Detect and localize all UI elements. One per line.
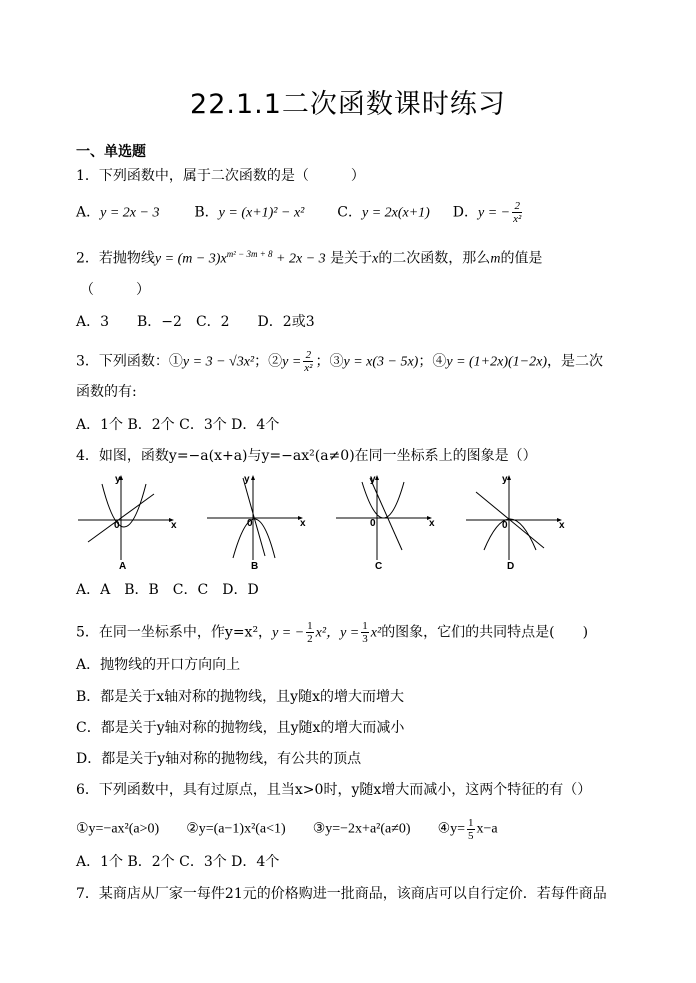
question-5-option-b: B．都是关于x轴对称的抛物线，且y随x的增大而增大 xyxy=(76,689,404,705)
question-3-stem: 3．下列函数：①y = 3 − √3x²；②y = $\frac{2}{\text{x²}}$ ；③y = x(3 − 5x)；④y = (1+2x)(1−2x)，是二次 xyxy=(76,349,603,374)
q5-expr-2: y = − xyxy=(272,625,305,641)
q3-expr-3: y = x(3 − 5x) xyxy=(343,354,419,370)
q1-option-a-label: A． xyxy=(76,204,101,221)
graph-a-x-label: x xyxy=(171,520,177,531)
graph-c-x-label: x xyxy=(429,518,435,529)
graph-d-label: D xyxy=(507,561,515,570)
question-5-stem: 5．在同一坐标系中，作y=x²，y = − $\frac{1}{2}$ x²，y = $\frac{1}{3}$ x²的图象，它们的共同特点是( ) xyxy=(76,620,589,645)
q5-expr-3: ，y = xyxy=(326,625,360,641)
question-5-option-c: C．都是关于y轴对称的抛物线，且y随x的增大而减小 xyxy=(76,720,405,736)
graph-a xyxy=(74,470,184,570)
q1-option-d-label: D． xyxy=(452,204,478,221)
question-6-functions: ①y=−ax²(a>0) ②y=(a−1)x²(a<1) ③y=−2x+a²(a≠0) ④y= $\frac{1}{5}$ x−a xyxy=(76,817,498,842)
q1-option-a-expr: y = 2x − 3 xyxy=(100,205,160,221)
graph-d-origin: 0 xyxy=(502,520,508,531)
graph-a-label: A xyxy=(119,561,127,570)
q6-func-1: ①y=−ax²(a>0) xyxy=(76,821,160,837)
graph-a-origin: 0 xyxy=(114,520,120,531)
question-6-options: A．1个 B．2个 C．3个 D．4个 xyxy=(76,854,280,870)
graph-b xyxy=(203,470,313,570)
q1-option-c-expr: y = 2x(x+1) xyxy=(361,205,430,221)
graph-b-origin: 0 xyxy=(247,518,253,529)
section-heading: 一、单选题 xyxy=(76,144,146,160)
q1-option-b-label: B． xyxy=(194,204,219,221)
question-5-option-d: D．都是关于y轴对称的抛物线，有公共的顶点 xyxy=(76,751,362,767)
question-3-line2: 函数的有: xyxy=(76,384,137,400)
q2-exponent: m² − 3m + 8 xyxy=(226,249,273,259)
question-5-option-a: A．抛物线的开口方向向上 xyxy=(76,657,241,673)
q2-expression: y = (m − 3)x xyxy=(154,251,227,267)
q3-expr-4: y = (1+2x)(1−2x) xyxy=(446,354,547,370)
q6-func-4: ④y= xyxy=(437,821,466,837)
question-2-stem: 2．若抛物线$y = (m - 3)x^{m^2 - 3m + 8} + 2x - 3$ 是关于x的二次函数，那么m的值是 xyxy=(76,249,543,267)
question-7-stem: 7．某商店从厂家一每件21元的价格购进一批商品，该商店可以自行定价．若每件商品 xyxy=(76,886,607,902)
graph-b-label: B xyxy=(251,561,259,570)
question-6-stem: 6．下列函数中，具有过原点，且当x>0时，y随x增大而减小，这两个特征的有（） xyxy=(76,782,592,798)
q3-expr-2: y = xyxy=(282,354,302,370)
question-1-stem: 1．下列函数中，属于二次函数的是（ ） xyxy=(76,168,365,184)
page-title: 22.1.1二次函数课时练习 xyxy=(190,89,506,120)
graph-b-x-label: x xyxy=(300,518,306,529)
graph-d xyxy=(462,470,572,570)
q3-expr-1: y = 3 − √3x² xyxy=(182,354,255,370)
graph-d-x-label: x xyxy=(559,520,565,531)
graph-c xyxy=(332,470,442,570)
q6-func-3: ③y=−2x+a²(a≠0) xyxy=(312,821,411,837)
question-3-options: A．1个 B．2个 C．3个 D．4个 xyxy=(76,417,280,433)
q1-option-c-label: C． xyxy=(337,204,362,221)
graph-c-label: C xyxy=(375,561,383,570)
question-2-paren: （ ） xyxy=(80,282,150,298)
graph-c-y-label: y xyxy=(370,474,376,485)
question-2-options: A．3 B．−2 C．2 D．2或3 xyxy=(76,314,315,330)
question-4-options: A．A B．B C．C D．D xyxy=(76,582,259,598)
q6-func-2: ②y=(a−1)x²(a<1) xyxy=(186,821,286,837)
graph-d-y-label: y xyxy=(502,474,508,485)
graph-b-y-label: y xyxy=(244,474,250,485)
graph-a-y-label: y xyxy=(115,474,121,485)
question-1-options xyxy=(76,200,524,225)
question-4-stem: 4．如图，函数y=−a(x+a)与y=−ax²(a≠0)在同一坐标系上的图象是（） xyxy=(76,448,537,464)
q1-option-b-expr: y = (x+1)² − x² xyxy=(218,205,305,221)
graph-c-origin: 0 xyxy=(370,518,376,529)
q1-option-d-fraction: $\frac{2}{\text{x²}}$ xyxy=(513,200,522,225)
q1-option-d-expr: y = − xyxy=(478,205,511,221)
